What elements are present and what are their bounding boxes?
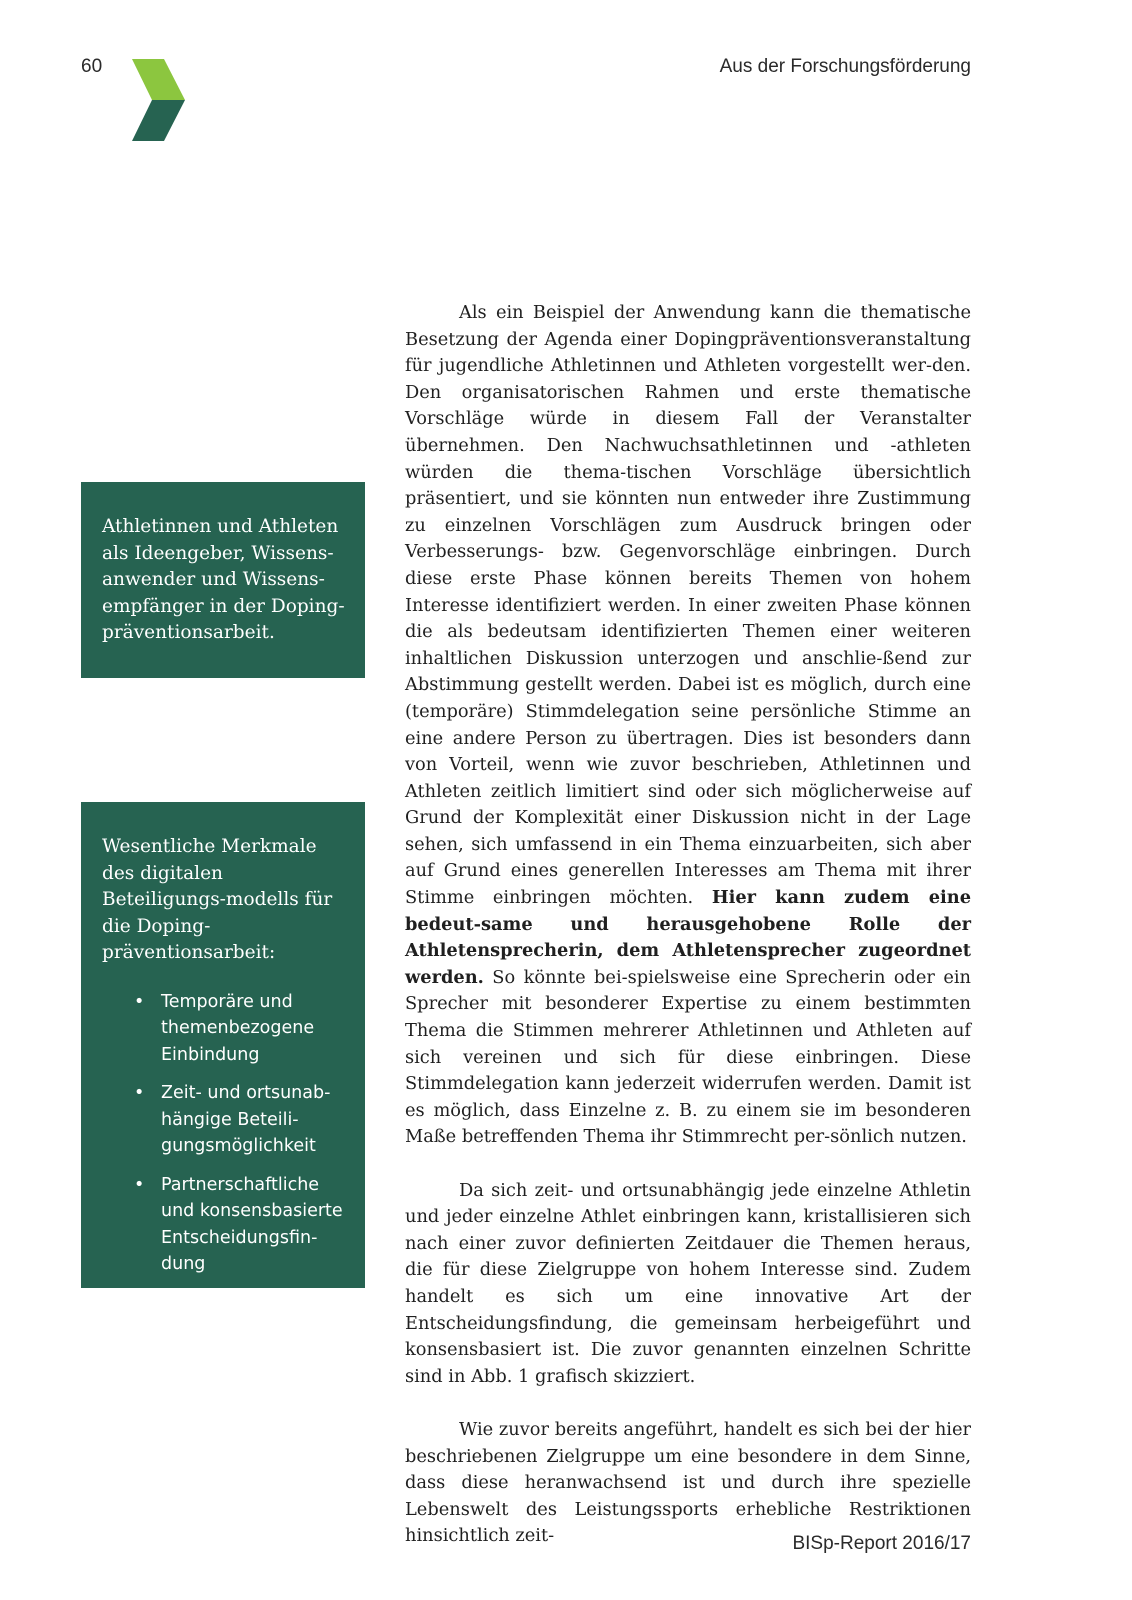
chevron-logo-bottom	[132, 100, 185, 141]
features-list-item	[134, 1172, 345, 1278]
sidebar-callout-box	[81, 482, 365, 678]
bullet-icon: •	[134, 1083, 145, 1103]
features-title: Wesentliche Merkmale des digitalen Beteiligungs-modells für die Doping-präventionsarbeit:	[102, 836, 333, 963]
features-list-item	[134, 1080, 345, 1160]
features-list-item	[134, 989, 345, 1069]
body-paragraph: Da sich zeit- und ortsunabhängig jede einzelne Athletin und jeder einzelne Athlet einbringen kann, kristallisieren sich nach einer zuvor definierten Zeitdauer die Themen heraus, die für diese Zielgruppe von hohem Interesse sind. Zudem handelt es sich um eine innovative Art der Entscheidungsfindung, die gemeinsam herbeigeführt und konsensbasiert ist. Die zuvor genannten einzelnen Schritte sind in Abb. 1 grafisch skizziert.	[405, 1179, 971, 1387]
features-list	[102, 989, 345, 1278]
features-item-text: Zeit- und ortsunab-hängige Beteili-gungsmöglichkeit	[161, 1083, 331, 1156]
body-text: Als ein Beispiel der Anwendung kann die thematische Besetzung der Agenda einer Dopingpräventionsveranstaltung für jugendliche Athletinnen und Athleten vorgestellt wer-den. Den organisatorischen Rahmen und erste thematische Vorschläge würde in diesem Fall der Veranstalter übernehmen. Den Nachwuchsathletinnen und -athleten würden die thema-tischen Vorschläge übersichtlich präsentiert, und sie könnten nun entweder ihre Zustimmung zu einzelnen Vorschlägen zum Ausdruck bringen oder Verbesserungs- bzw. Gegenvorschläge einbringen. Durch diese erste Phase können bereits Themen von hohem Interesse identifiziert werden. In einer zweiten Phase können die als bedeutsam identifizierten Themen einer weiteren inhaltlichen Diskussion unterzogen und anschlie-ßend zur Abstimmung gestellt werden. Dabei ist es möglich, durch eine (temporäre) Stimmdelegation seine persönliche Stimme an eine andere Person zu übertragen. Dies ist besonders dann von Vorteil, wenn wie zuvor beschrieben, Athletinnen und Athleten zeitlich limitiert sind oder sich möglicherweise auf Grund der Komplexität einer Diskussion nicht in der Lage sehen, sich umfassend in ein Thema einzuarbeiten, sich aber auf Grund eines generellen Interesses am Thema mit ihrer Stimme einbringen möchten.	[405, 302, 971, 909]
body-paragraph: Wie zuvor bereits angeführt, handelt es sich bei der hier beschriebenen Zielgruppe um eine besondere in dem Sinne, dass diese heranwachsend ist und durch ihre spezielle Lebenswelt des Leistungssports erhebliche Restriktionen hinsichtlich zeit-	[405, 1418, 971, 1547]
features-item-text: Temporäre und themenbezogene Einbindung	[161, 991, 315, 1065]
body-bold-text: Hier kann zudem eine bedeut-same und herausgehobene Rolle der Athletensprecherin, dem Athletensprecher zugeordnet werden.	[405, 887, 972, 988]
body-text: So könnte bei-spielsweise eine Sprecherin oder ein Sprecher mit besonderer Expertise zu einem bestimmten Thema die Stimmen mehrerer Athletinnen und Athleten auf sich vereinen und sich für diese einbringen. Diese Stimmdelegation kann jederzeit widerrufen werden. Damit ist es möglich, dass Einzelne z. B. zu einem sie im besonderen Maße betreffenden Thema ihr Stimmrecht per-sönlich nutzen.	[405, 966, 971, 1148]
bullet-icon: •	[134, 991, 145, 1012]
footer-report-title: BISp-Report 2016/17	[792, 1533, 971, 1554]
callout-text: Athletinnen und Athleten als Ideengeber, Wissens-anwender und Wissens-empfänger in der Doping-präventionsarbeit.	[102, 516, 345, 643]
body-paragraph	[405, 300, 971, 1151]
main-body-text	[405, 300, 971, 1577]
running-header: Aus der Forschungsförderung	[719, 56, 971, 77]
sidebar-features-box	[81, 802, 365, 1288]
bullet-icon: •	[134, 1174, 145, 1195]
chevron-logo-icon	[132, 59, 186, 143]
features-item-text: Partnerschaftliche und konsensbasierte Entscheidungsfin-dung	[161, 1174, 343, 1274]
chevron-logo-top	[132, 59, 185, 100]
page-number: 60	[81, 56, 103, 77]
